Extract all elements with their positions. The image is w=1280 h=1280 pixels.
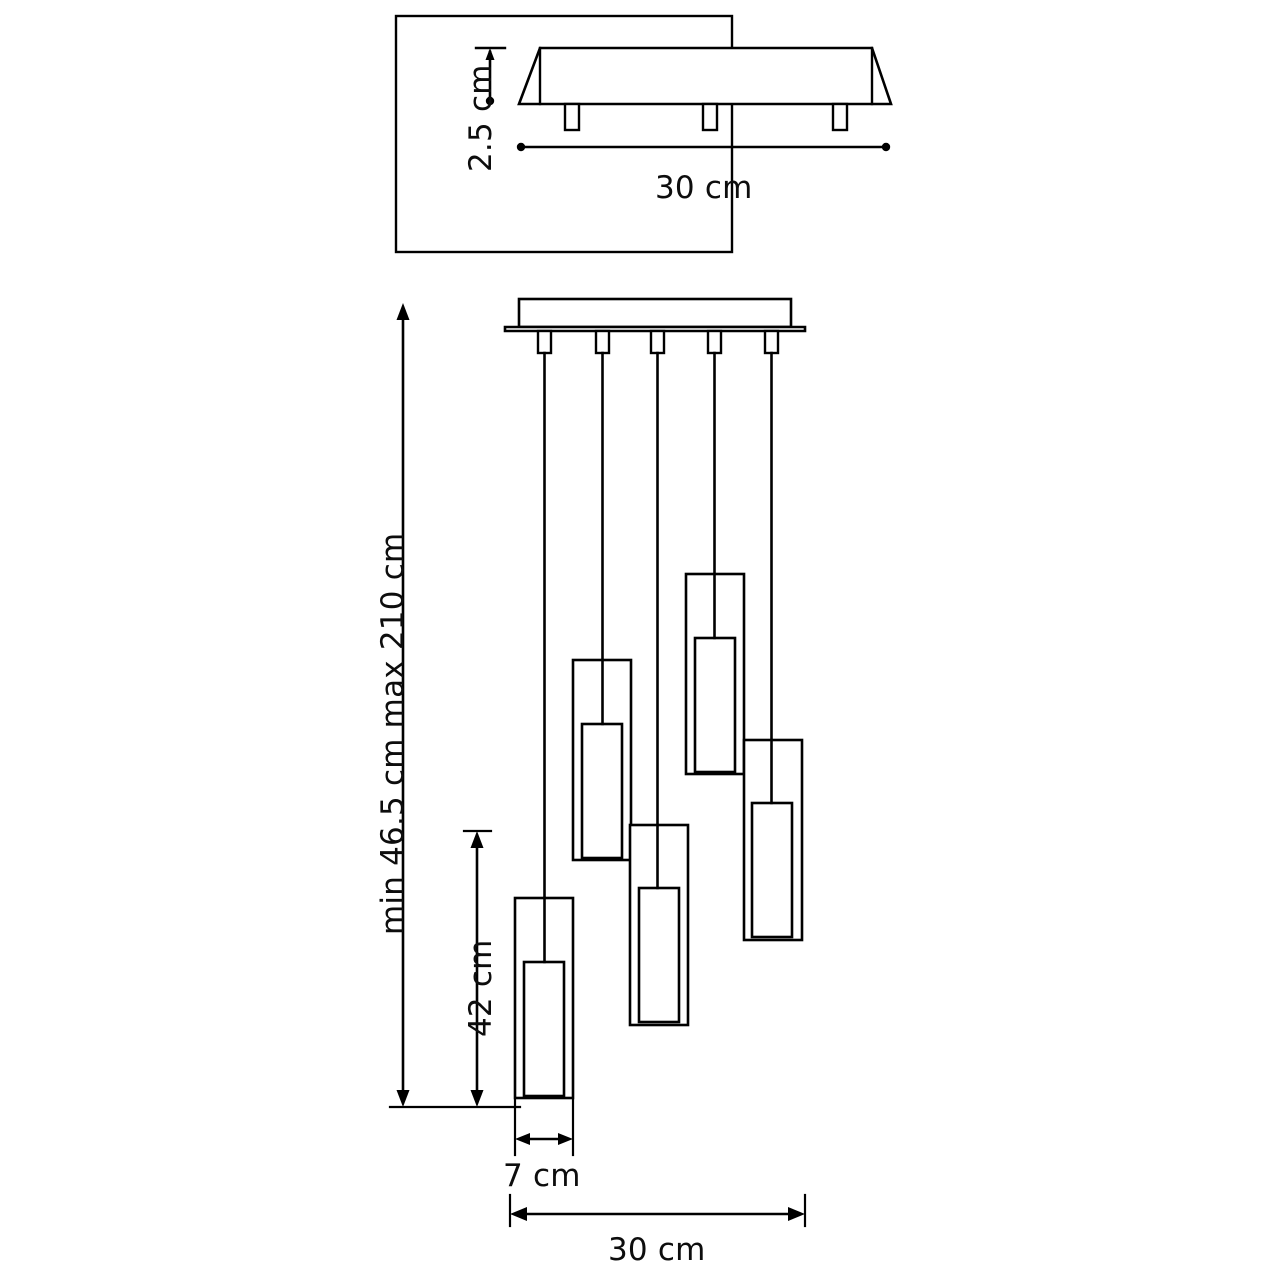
- dim-arrow-shade-top: [471, 831, 484, 848]
- pendant-3-inner-shade: [639, 888, 679, 1022]
- dimension-label-shade-length: 42 cm: [463, 939, 499, 1037]
- dim-arrow-7cm-right: [558, 1133, 573, 1145]
- canopy-stub-1: [565, 104, 579, 130]
- dim-dot-width-right: [882, 143, 890, 151]
- pendant-2-stub: [596, 331, 609, 353]
- dim-arrow-drop-bottom: [397, 1090, 410, 1107]
- canopy-plate: [519, 299, 791, 327]
- canopy-stub-3: [833, 104, 847, 130]
- pendant-1-inner-shade: [524, 962, 564, 1096]
- canopy-stub-2: [703, 104, 717, 130]
- dim-arrow-7cm-left: [515, 1133, 530, 1145]
- dim-dot-width-left: [517, 143, 525, 151]
- pendant-5-stub: [765, 331, 778, 353]
- dim-arrow-shade-bottom: [471, 1090, 484, 1107]
- dimension-label-total-drop: min 46.5 cm max 210 cm: [375, 532, 411, 935]
- pendant-4-inner-shade: [695, 638, 735, 772]
- pendant-5-inner-shade: [752, 803, 792, 937]
- pendant-3-stub: [651, 331, 664, 353]
- pendant-1-stub: [538, 331, 551, 353]
- dim-arrow-30cm-right: [788, 1207, 805, 1221]
- pendant-2-inner-shade: [582, 724, 622, 858]
- canopy-bar-outline: [519, 48, 891, 104]
- dimension-label-canopy-thickness: 2.5 cm: [463, 64, 499, 172]
- dimension-label-canopy-width-bottom: 30 cm: [608, 1232, 706, 1268]
- pendant-4-stub: [708, 331, 721, 353]
- dim-arrow-drop-top: [397, 303, 410, 320]
- dim-arrow-30cm-left: [510, 1207, 527, 1221]
- dimension-label-canopy-width-top: 30 cm: [655, 170, 753, 206]
- dimension-label-shade-width: 7 cm: [503, 1158, 581, 1194]
